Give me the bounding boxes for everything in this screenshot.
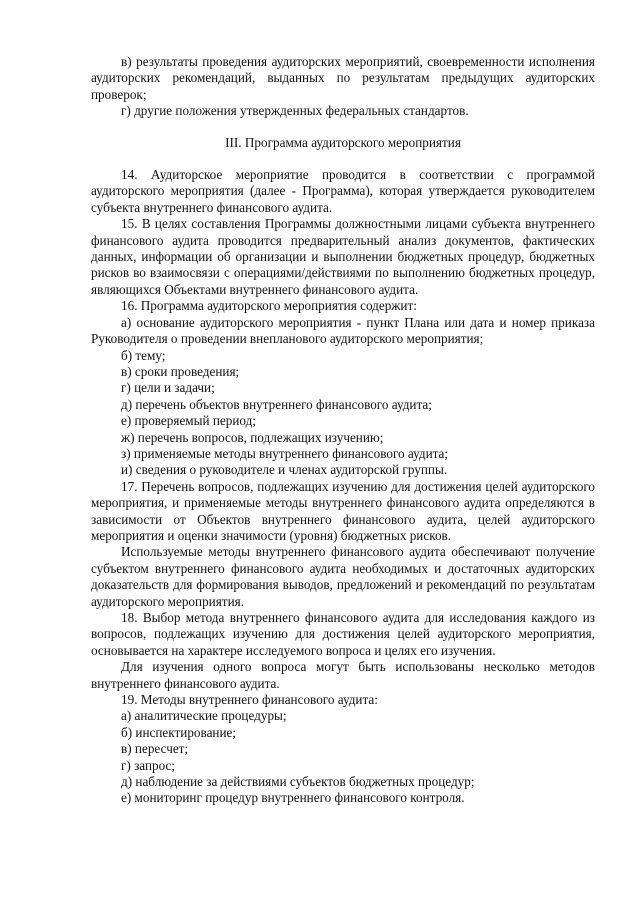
list-item-16b: б) тему; (121, 347, 166, 363)
paragraph-17: 17. Перечень вопросов, подлежащих изучению для достижения целей аудиторского мероприятия, и применяемые методы внутреннего финансового аудита определяются в зависимости от Объектов внутреннего финансового аудита, целей аудиторского мероприятия и оценки значимости (уровня) бюджетных рисков. (91, 478, 595, 543)
list-item-19a: а) аналитические процедуры; (121, 708, 287, 724)
paragraph-14: 14. Аудиторское мероприятие проводится в соответствии с программой аудиторского мероприятия (далее - Программа), которая утверждается руководителем субъекта внутреннего финансового аудита. (91, 167, 595, 215)
document-page (91, 54, 595, 807)
list-item-16g: г) цели и задачи; (121, 380, 215, 396)
list-item-16z: з) применяемые методы внутреннего финансового аудита; (121, 445, 449, 461)
list-item-19b: б) инспектирование; (121, 724, 237, 740)
list-item-16d: д) перечень объектов внутреннего финансового аудита; (121, 396, 432, 412)
list-item-other-standards: г) другие положения утвержденных федеральных стандартов. (121, 103, 469, 119)
list-item-19d: д) наблюдение за действиями субъектов бюджетных процедур; (121, 774, 475, 790)
paragraph-15: 15. В целях составления Программы должностными лицами субъекта внутреннего финансового аудита проводится предварительный анализ документов, фактических данных, информации об организации и выполнении бюджетных процедур, бюджетных рисков во взаимосвязи с операциями/действиями по выполнению бюджетных процедур, являющихся Объектами внутреннего финансового аудита. (91, 216, 595, 297)
spacer (91, 120, 595, 135)
list-item-19v: в) пересчет; (121, 741, 189, 757)
section-heading: III. Программа аудиторского мероприятия (225, 134, 461, 150)
list-item-16e: е) проверяемый период; (121, 413, 257, 429)
paragraph-several-methods: Для изучения одного вопроса могут быть использованы несколько методов внутреннего финансового аудита. (91, 659, 595, 691)
paragraph-audit-results: в) результаты проведения аудиторских мероприятий, своевременности исполнения аудиторских рекомендаций, выданных по результатам предыдущих аудиторских проверок; (91, 54, 595, 102)
paragraph-19: 19. Методы внутреннего финансового аудита: (121, 692, 378, 708)
paragraph-16: 16. Программа аудиторского мероприятия содержит: (121, 298, 417, 314)
spacer (91, 151, 595, 167)
list-item-16zh: ж) перечень вопросов, подлежащих изучению; (121, 429, 384, 445)
list-item-19e: е) мониторинг процедур внутреннего финансового контроля. (121, 790, 465, 806)
list-item-16v: в) сроки проведения; (121, 363, 240, 379)
list-item-16a: а) основание аудиторского мероприятия - пункт Плана или дата и номер приказа Руководителя о проведении внепланового аудиторского мероприятия; (91, 314, 595, 347)
paragraph-methods-used: Используемые методы внутреннего финансового аудита обеспечивают получение субъектом внутреннего финансового аудита необходимых и достаточных аудиторских доказательств для формирования выводов, предложений и рекомендаций по результатам аудиторского мероприятия. (91, 544, 595, 609)
list-item-16i: и) сведения о руководителе и членах аудиторской группы. (121, 462, 448, 478)
paragraph-18: 18. Выбор метода внутреннего финансового аудита для исследования каждого из вопросов, подлежащих изучению для достижения целей аудиторского мероприятия, основывается на характере исследуемого вопроса и целях его изучения. (91, 610, 595, 658)
list-item-19g: г) запрос; (121, 757, 176, 773)
